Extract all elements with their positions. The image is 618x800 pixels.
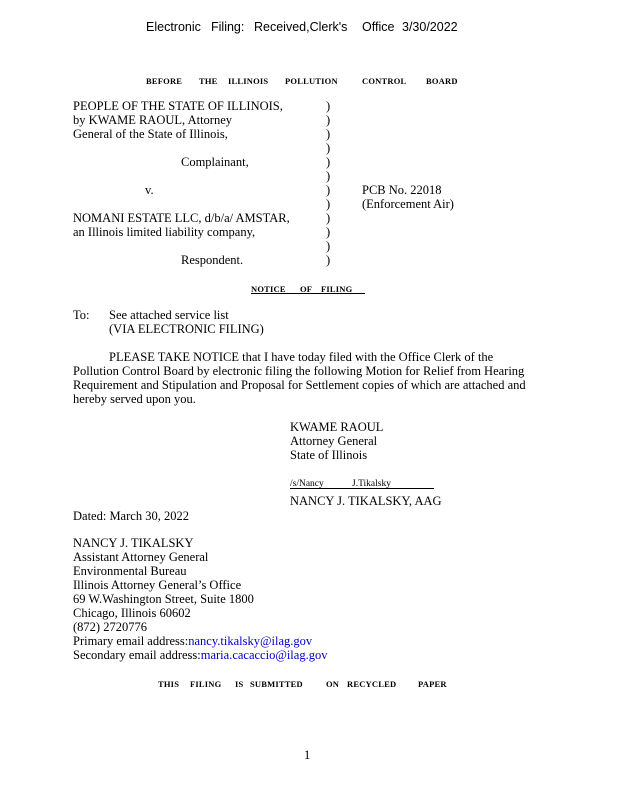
notice-title-underline bbox=[251, 293, 365, 294]
primary-email-row bbox=[73, 634, 312, 648]
body-line: hereby served upon you. bbox=[73, 392, 196, 406]
footer-note-word: RECYCLED bbox=[347, 679, 397, 689]
caption-paren: ) bbox=[326, 197, 331, 211]
secondary-email-label: Secondary email address: bbox=[73, 648, 201, 662]
footer-note-word: PAPER bbox=[418, 679, 447, 689]
footer-note-word: ON bbox=[326, 679, 340, 689]
contact-line: (872) 2720776 bbox=[73, 620, 147, 634]
body-line: PLEASE TAKE NOTICE that I have today filed with the Office Clerk of the bbox=[109, 350, 494, 364]
case-type: (Enforcement Air) bbox=[362, 197, 454, 211]
caption-paren: ) bbox=[326, 211, 331, 225]
caption-paren: ) bbox=[326, 169, 331, 183]
date-line: Dated: March 30, 2022 bbox=[73, 509, 189, 523]
signature-name: J.Tikalsky bbox=[352, 479, 391, 489]
notice-title-word: OF bbox=[300, 284, 313, 294]
stamp-date: 3/30/2022 bbox=[402, 20, 458, 34]
footer-note-word: IS bbox=[235, 679, 244, 689]
signatory-state: State of Illinois bbox=[290, 448, 368, 462]
stamp-filing: Filing: bbox=[211, 20, 245, 34]
caption-plaintiff-line: by KWAME RAOUL, Attorney bbox=[73, 113, 233, 127]
stamp-received: Received,Clerk's bbox=[254, 20, 348, 34]
signatory-name: KWAME RAOUL bbox=[290, 420, 384, 434]
contact-line: NANCY J. TIKALSKY bbox=[73, 536, 194, 550]
signature-line bbox=[290, 488, 434, 489]
caption-paren: ) bbox=[326, 183, 331, 197]
board-header-word: THE bbox=[199, 76, 218, 86]
to-label: To: bbox=[73, 308, 90, 322]
caption-respondent-line: NOMANI ESTATE LLC, d/b/a/ AMSTAR, bbox=[73, 211, 290, 225]
secondary-email-row bbox=[73, 648, 327, 662]
board-header-word: BOARD bbox=[426, 76, 458, 86]
stamp-electronic: Electronic bbox=[146, 20, 201, 34]
caption-plaintiff-line: General of the State of Illinois, bbox=[73, 127, 228, 141]
caption-plaintiff-line: PEOPLE OF THE STATE OF ILLINOIS, bbox=[73, 99, 283, 113]
to-line: (VIA ELECTRONIC FILING) bbox=[109, 322, 264, 336]
caption-respondent-line: an Illinois limited liability company, bbox=[73, 225, 256, 239]
contact-line: Assistant Attorney General bbox=[73, 550, 209, 564]
primary-email-link[interactable]: nancy.tikalsky@ilag.gov bbox=[188, 634, 313, 648]
board-header-word: POLLUTION bbox=[285, 76, 338, 86]
caption-paren: ) bbox=[326, 99, 331, 113]
caption-complainant: Complainant, bbox=[181, 155, 249, 169]
caption-versus: v. bbox=[145, 183, 154, 197]
caption-respondent: Respondent. bbox=[181, 253, 244, 267]
body-line: Pollution Control Board by electronic filing the following Motion for Relief from Hearing bbox=[73, 364, 525, 378]
notice-title-word: FILING bbox=[321, 284, 353, 294]
case-number: PCB No. 22018 bbox=[362, 183, 442, 197]
contact-line: Chicago, Illinois 60602 bbox=[73, 606, 191, 620]
stamp-office: Office bbox=[362, 20, 395, 34]
contact-line: Illinois Attorney General’s Office bbox=[73, 578, 242, 592]
board-header-word: BEFORE bbox=[146, 76, 183, 86]
footer-note-word: THIS bbox=[158, 679, 180, 689]
signature-prefix: /s/Nancy bbox=[290, 479, 324, 489]
contact-line: Environmental Bureau bbox=[73, 564, 187, 578]
board-header-word: ILLINOIS bbox=[228, 76, 269, 86]
notice-title-word: NOTICE bbox=[251, 284, 286, 294]
primary-email-label: Primary email address: bbox=[73, 634, 189, 648]
contact-line: 69 W.Washington Street, Suite 1800 bbox=[73, 592, 254, 606]
caption-paren: ) bbox=[326, 113, 331, 127]
caption-paren: ) bbox=[326, 239, 331, 253]
footer-note-word: FILING bbox=[190, 679, 222, 689]
page-number: 1 bbox=[304, 748, 311, 762]
body-line: Requirement and Stipulation and Proposal for Settlement copies of which are attached and bbox=[73, 378, 526, 392]
signer-name: NANCY J. TIKALSKY, AAG bbox=[290, 494, 442, 508]
caption-paren: ) bbox=[326, 141, 331, 155]
caption-paren: ) bbox=[326, 155, 331, 169]
signatory-title: Attorney General bbox=[290, 434, 378, 448]
to-line: See attached service list bbox=[109, 308, 229, 322]
footer-note-word: SUBMITTED bbox=[250, 679, 303, 689]
caption-paren: ) bbox=[326, 127, 331, 141]
secondary-email-link[interactable]: maria.cacaccio@ilag.gov bbox=[200, 648, 328, 662]
board-header-word: CONTROL bbox=[362, 76, 407, 86]
caption-paren: ) bbox=[326, 253, 331, 267]
caption-paren: ) bbox=[326, 225, 331, 239]
